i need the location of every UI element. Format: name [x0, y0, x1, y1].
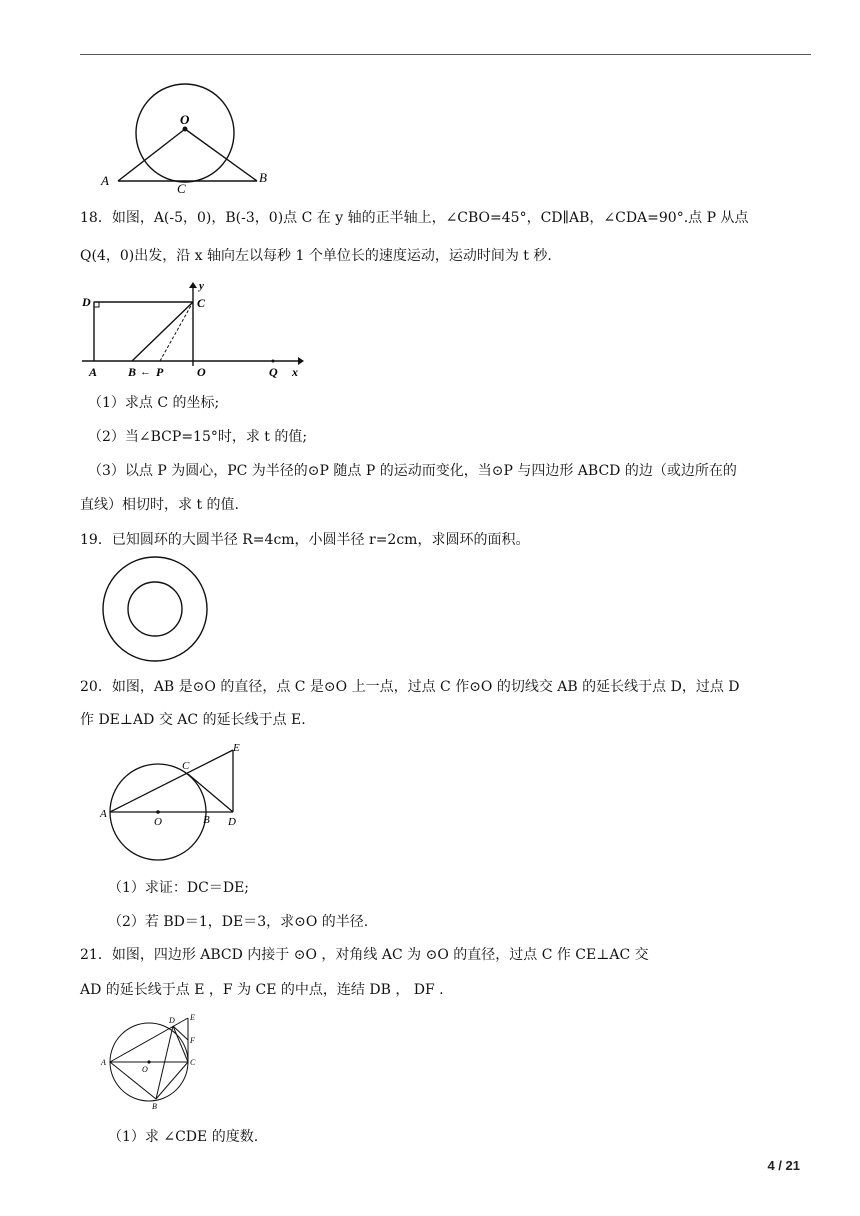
label-O: O — [197, 365, 206, 379]
label-x: x — [292, 365, 298, 379]
label-O: O — [142, 1065, 148, 1074]
label-A: A — [101, 1058, 106, 1067]
label-y: y — [199, 280, 204, 292]
label-E: E — [233, 742, 240, 754]
label-E: E — [190, 1013, 195, 1022]
label-C: C — [182, 760, 190, 772]
label-O: O — [154, 816, 162, 828]
q18-stem-line1: 18．如图，A(-5，0)，B(-3，0)点 C 在 y 轴的正半轴上，∠CBO=45°，CD∥AB，∠CDA=90°.点 P 从点 — [80, 210, 749, 226]
label-A: A — [89, 365, 98, 379]
arrow-left-icon: ← — [140, 366, 151, 378]
label-B: B — [152, 1102, 157, 1111]
label-C: C — [177, 181, 186, 196]
q20-stem-line2: 作 DE⊥AD 交 AC 的延长线于点 E. — [80, 712, 306, 728]
label-F: F — [190, 1036, 195, 1045]
q20-part2: （2）若 BD＝1，DE＝3，求⊙O 的半径. — [108, 914, 369, 930]
q20-part1: （1）求证：DC＝DE; — [108, 880, 250, 896]
header-rule — [80, 54, 811, 55]
figure-q20 — [96, 738, 252, 862]
q20-stem-line1: 20．如图，AB 是⊙O 的直径，点 C 是⊙O 上一点，过点 C 作⊙O 的切线交 AB 的延长线于点 D，过点 D — [80, 679, 740, 695]
q18-part3-line1: （3）以点 P 为圆心，PC 为半径的⊙P 随点 P 的运动而变化，当⊙P 与四边形 ABCD 的边（或边所在的 — [88, 463, 737, 479]
q18-part1: （1）求点 C 的坐标; — [88, 395, 220, 411]
q21-stem-line2: AD 的延长线于点 E ，F 为 CE 的中点，连结 DB ， DF . — [80, 982, 444, 998]
figure-q21 — [100, 1010, 208, 1114]
label-A: A — [101, 173, 109, 188]
label-C: C — [190, 1058, 196, 1067]
q18-stem-line2: Q(4，0)出发，沿 x 轴向左以每秒 1 个单位长的速度运动，运动时间为 t 秒. — [80, 248, 552, 264]
label-D: D — [228, 816, 236, 828]
figure-q19-annulus — [98, 556, 214, 664]
label-B: B — [259, 170, 267, 185]
label-B: B — [128, 365, 137, 379]
q18-part2: （2）当∠BCP=15°时，求 t 的值; — [88, 429, 308, 445]
figure-q17 — [96, 78, 276, 196]
q21-part1: （1）求 ∠CDE 的度数. — [108, 1129, 259, 1145]
label-Q: Q — [269, 365, 278, 379]
q18-part3-line2: 直线）相切时，求 t 的值. — [80, 497, 239, 513]
label-D: D — [82, 295, 91, 309]
q19-stem: 19．已知圆环的大圆半径 R=4cm，小圆半径 r=2cm，求圆环的面积。 — [80, 532, 530, 548]
page-number: 4 / 21 — [767, 1158, 800, 1173]
label-P: P — [156, 365, 164, 379]
q21-stem-line1: 21．如图，四边形 ABCD 内接于 ⊙O ，对角线 AC 为 ⊙O 的直径，过点 C 作 CE⊥AC 交 — [80, 947, 649, 963]
label-D: D — [169, 1016, 175, 1025]
label-A: A — [100, 808, 107, 820]
figure-q18 — [80, 280, 305, 380]
label-O: O — [180, 112, 190, 127]
label-C: C — [197, 296, 206, 310]
label-B: B — [203, 814, 210, 826]
